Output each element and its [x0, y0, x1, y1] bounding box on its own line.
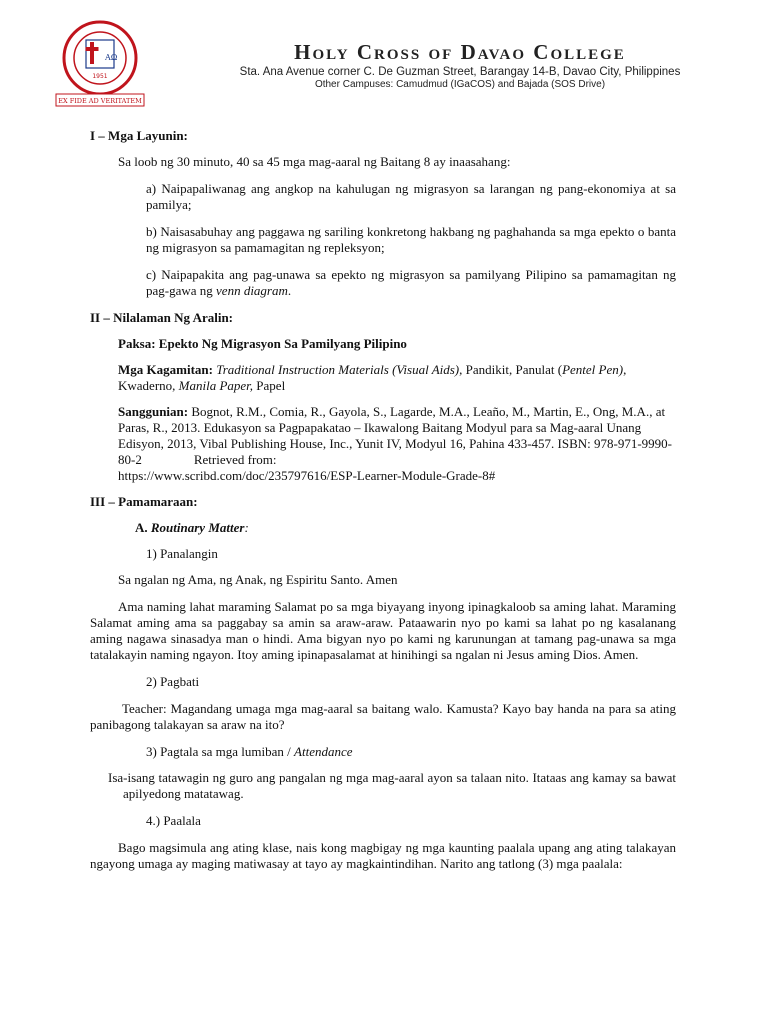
svg-text:AΩ: AΩ [105, 53, 118, 62]
college-seal-logo [50, 20, 150, 110]
reference-url: https://www.scribd.com/doc/235797616/ESP-Learner-Module-Grade-8# [118, 468, 496, 483]
item-panalangin: 1) Panalangin [146, 546, 218, 561]
item-pagbati: 2) Pagbati [146, 674, 200, 689]
item-attendance: 3) Pagtala sa mga lumiban / Attendance [146, 744, 353, 759]
svg-text:1951: 1951 [92, 73, 108, 80]
other-campuses: Other Campuses: Camudmud (IGaCOS) and Bajada (SOS Drive) [314, 79, 606, 90]
svg-text:EX FIDE AD VERITATEM: EX FIDE AD VERITATEM [58, 97, 142, 105]
sanggunian: Sanggunian: Bognot, R.M., Comia, R., Gayola, S., Lagarde, M.A., Leaño, M., Martin, E., Ong, M.A., at Paras, R., 2013. Edukasyon sa Pagpapakatao – Ikawalong Baitang Modyul para sa Mag-aaral Unang Edisyon, 2013, Vibal Publishing House, Inc., Yunit IV, Modyul 16, Pahina 433-457. ISBN: 978-971-9990-80-2 Retrieved from: [118, 404, 672, 467]
letterhead [40, 20, 740, 110]
routinary-matter-heading: A. Routinary Matter: [135, 520, 249, 535]
lesson-plan-body [90, 128, 676, 872]
kagamitan: Mga Kagamitan: Traditional Instruction Materials (Visual Aids), Pandikit, Panulat (Pentel Pen), Kwaderno, Manila Paper, Papel [118, 362, 627, 393]
objective-c: c) Naipapakita ang pag-unawa sa epekto ng migrasyon sa pamilyang Pilipino sa pamamagitan ng pag-gawa ng venn diagram. [146, 267, 676, 298]
greeting-text: Teacher: Magandang umaga mga mag-aaral sa baitang walo. Kamusta? Kayo bay handa na para sa ating panibagong talakayan sa araw na ito? [90, 701, 676, 732]
objective-a: a) Naipapaliwanag ang angkop na kahulugan ng migrasyon sa larangan ng pang-ekonomiya at sa pamilya; [146, 181, 676, 212]
section-1-heading: I – Mga Layunin: [90, 128, 188, 143]
college-name: Holy Cross of Davao College [294, 40, 626, 64]
objectives-intro: Sa loob ng 30 minuto, 40 sa 45 mga mag-aaral ng Baitang 8 ay inaasahang: [118, 154, 511, 169]
section-2-heading: II – Nilalaman Ng Aralin: [90, 310, 234, 325]
attendance-text: Isa-isang tatawagin ng guro ang pangalan ng mga mag-aaral ayon sa talaan nito. Itataas ang kamay sa bawat apilyedong matatawag. [108, 770, 676, 801]
sign-of-cross: Sa ngalan ng Ama, ng Anak, ng Espiritu Santo. Amen [118, 572, 398, 587]
objective-b: b) Naisasabuhay ang paggawa ng sariling konkretong hakbang ng paghahanda sa mga epekto o banta ng migrasyon sa pamamagitan ng repleksyon; [146, 224, 676, 255]
item-paalala: 4.) Paalala [146, 813, 201, 828]
prayer-text: Ama naming lahat maraming Salamat po sa mga biyayang inyong ipinagkaloob sa aming lahat. Maraming Salamat aming ama sa paggabay sa amin sa araw-araw. Pataawarin nyo po kami sa lahat po ng kasalanang aming nagawa sinasadya man o hindi. Ama bigyan nyo po kami ng karunungan at tamang pag-unawa sa mga tatalakayin naming ngayon. Itoy aming ipinapasalamat at hinihingi sa ngalan ni Jesus aming Dios. Amen. [90, 599, 676, 662]
section-3-heading: III – Pamamaraan: [90, 494, 198, 509]
college-address: Sta. Ana Avenue corner C. De Guzman Street, Barangay 14-B, Davao City, Philippines [239, 66, 681, 78]
paksa: Paksa: Epekto Ng Migrasyon Sa Pamilyang Pilipino [118, 336, 407, 351]
reminder-text: Bago magsimula ang ating klase, nais kong magbigay ng mga kaunting paalala upang ang ating talakayan ngayong umaga ay maging matiwasay at tayo ay magkaintindihan. Narito ang tatlong (3) mga paalala: [90, 840, 676, 871]
